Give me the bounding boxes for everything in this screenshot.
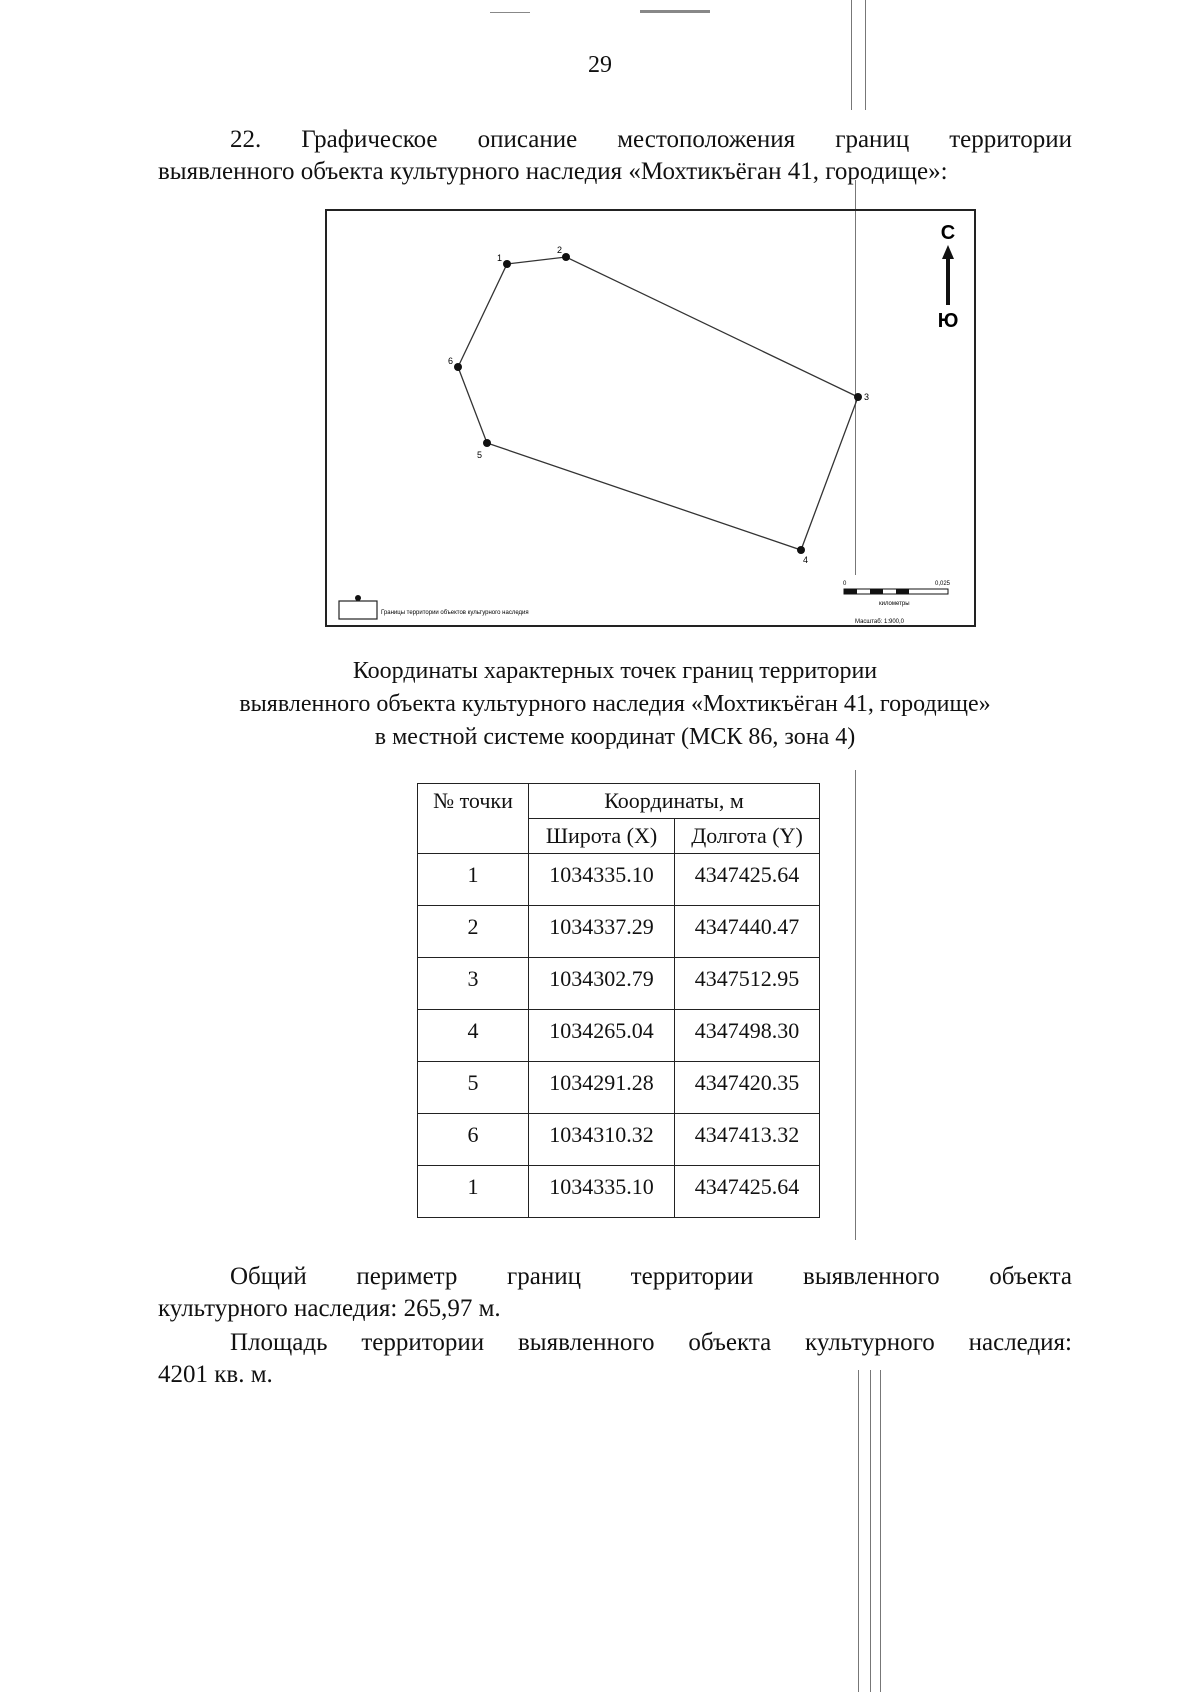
col-header-point: № точки	[418, 784, 529, 854]
boundary-point-2	[562, 253, 570, 261]
south-label: Ю	[937, 310, 959, 332]
section-title-line2: выявленного объекта культурного наследия «Мохтикъёган 41, городище»:	[158, 158, 948, 185]
point-label-4: 4	[803, 555, 809, 565]
scan-speck	[640, 10, 710, 13]
boundary-point-3	[854, 393, 862, 401]
cell-point: 2	[418, 906, 529, 958]
cell-y: 4347425.64	[675, 854, 820, 906]
perimeter-line1: Общий периметр границ территории выявленного объекта	[230, 1263, 1072, 1290]
north-arrow-icon	[938, 222, 959, 332]
north-label: С	[940, 222, 956, 244]
perimeter-line2: культурного наследия: 265,97 м.	[158, 1295, 501, 1322]
point-label-2: 2	[557, 245, 563, 255]
page-number: 29	[588, 52, 612, 78]
cell-point: 1	[418, 854, 529, 906]
cell-x: 1034291.28	[529, 1062, 675, 1114]
cell-y: 4347420.35	[675, 1062, 820, 1114]
cell-x: 1034310.32	[529, 1114, 675, 1166]
cell-y: 4347512.95	[675, 958, 820, 1010]
table-row	[418, 1114, 820, 1166]
scale-ratio: Масштаб: 1:900,0	[855, 619, 905, 625]
cell-x: 1034335.10	[529, 1166, 675, 1218]
point-label-1: 1	[497, 253, 503, 263]
boundary-point-6	[454, 363, 462, 371]
table-row	[418, 1062, 820, 1114]
coordinates-heading	[150, 655, 1080, 754]
cell-x: 1034337.29	[529, 906, 675, 958]
cell-y: 4347498.30	[675, 1010, 820, 1062]
area-paragraph	[158, 1327, 1072, 1391]
cell-point: 1	[418, 1166, 529, 1218]
scan-margin-line	[880, 1370, 881, 1692]
coordinates-table	[417, 783, 820, 1218]
table-row	[418, 958, 820, 1010]
point-label-3: 3	[864, 392, 870, 402]
table-row	[418, 1166, 820, 1218]
area-line1: Площадь территории выявленного объекта культурного наследия:	[230, 1329, 1072, 1356]
scan-margin-line	[858, 1370, 859, 1692]
cell-point: 6	[418, 1114, 529, 1166]
coordinates-heading-line3: в местной системе координат (МСК 86, зона 4)	[374, 724, 856, 750]
map-legend	[339, 595, 529, 619]
cell-x: 1034302.79	[529, 958, 675, 1010]
area-line2: 4201 кв. м.	[158, 1361, 273, 1388]
boundary-map-svg	[327, 211, 978, 629]
scan-speck	[490, 12, 530, 13]
cell-x: 1034335.10	[529, 854, 675, 906]
cell-y: 4347440.47	[675, 906, 820, 958]
section-title-line1: 22. Графическое описание местоположения границ территории	[230, 126, 1072, 153]
scale-end: 0,025	[935, 581, 951, 587]
cell-point: 3	[418, 958, 529, 1010]
perimeter-paragraph	[158, 1261, 1072, 1325]
cell-y: 4347425.64	[675, 1166, 820, 1218]
coordinates-heading-line1: Координаты характерных точек границ территории	[352, 658, 878, 684]
cell-x: 1034265.04	[529, 1010, 675, 1062]
legend-text: Границы территории объектов культурного наследия	[381, 610, 529, 616]
boundary-map	[325, 209, 976, 627]
table-row	[418, 906, 820, 958]
boundary-polygon	[458, 257, 858, 550]
scale-unit: километры	[879, 601, 910, 607]
col-header-coords: Координаты, м	[529, 784, 820, 819]
cell-point: 5	[418, 1062, 529, 1114]
boundary-point-4	[797, 546, 805, 554]
point-label-5: 5	[477, 450, 483, 460]
point-label-6: 6	[448, 356, 454, 366]
col-header-lon: Долгота (Y)	[675, 819, 820, 854]
cell-y: 4347413.32	[675, 1114, 820, 1166]
scan-margin-line	[870, 1370, 871, 1692]
boundary-point-1	[503, 260, 511, 268]
coordinates-heading-line2: выявленного объекта культурного наследия «Мохтикъёган 41, городище»	[239, 691, 991, 717]
cell-point: 4	[418, 1010, 529, 1062]
scale-start: 0	[843, 581, 847, 587]
col-header-lat: Широта (X)	[529, 819, 675, 854]
boundary-point-5	[483, 439, 491, 447]
scan-margin-line	[855, 770, 856, 1240]
scale-bar	[843, 581, 951, 625]
section-title	[158, 124, 1072, 188]
table-row	[418, 854, 820, 906]
table-row	[418, 1010, 820, 1062]
